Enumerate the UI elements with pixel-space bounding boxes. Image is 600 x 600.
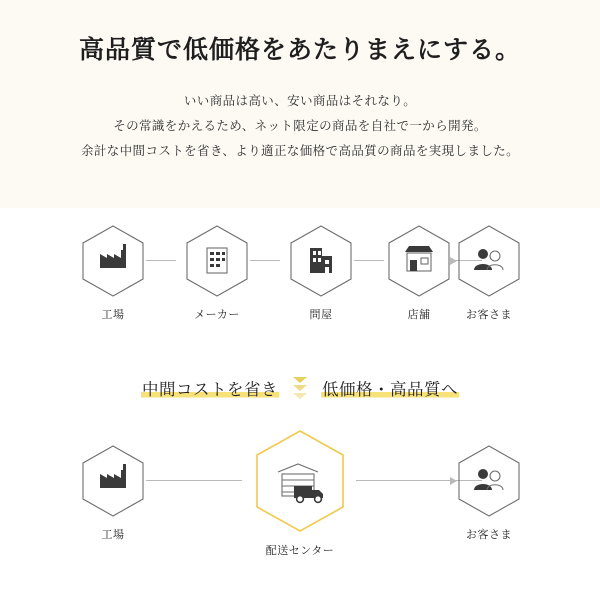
hexagon-frame-highlight bbox=[252, 428, 348, 534]
connector-2 bbox=[250, 260, 280, 261]
diagram-bottom-row bbox=[0, 418, 600, 558]
node-customer-bottom bbox=[456, 444, 522, 542]
connector-5 bbox=[146, 480, 242, 481]
node-label: 工場 bbox=[101, 309, 125, 321]
node-label: 工場 bbox=[101, 529, 125, 541]
node-label: お客さま bbox=[466, 529, 512, 541]
shop-icon bbox=[405, 246, 433, 271]
supply-chain-diagram bbox=[0, 208, 600, 600]
node-label: お客さま bbox=[466, 309, 512, 321]
factory-icon bbox=[100, 464, 126, 488]
connector-1 bbox=[146, 260, 176, 261]
hexagon-frame bbox=[184, 224, 250, 298]
warehouse-building-icon bbox=[310, 248, 332, 273]
node-shop-top bbox=[386, 224, 452, 322]
diagram-middle-caption bbox=[0, 366, 600, 410]
office-building-icon bbox=[207, 248, 227, 273]
hexagon-frame bbox=[456, 444, 522, 518]
diagram-top-row bbox=[0, 208, 600, 358]
hexagon-frame bbox=[80, 444, 146, 518]
hero-line-3: 余計な中間コストを省き、より適正な価格で高品質の商品を実現しました。 bbox=[80, 143, 520, 158]
node-delivery-center bbox=[252, 428, 348, 558]
connector-3 bbox=[354, 260, 384, 261]
hero-line-1: いい商品は高い、安い商品はそれなり。 bbox=[183, 93, 417, 108]
hexagon-frame bbox=[288, 224, 354, 298]
middle-right-text: 低価格・高品質へ bbox=[322, 381, 458, 399]
delivery-truck-icon bbox=[278, 464, 323, 502]
node-wholesaler-top bbox=[288, 224, 354, 322]
hexagon-frame bbox=[456, 224, 522, 298]
factory-icon bbox=[100, 244, 126, 268]
hexagon-frame bbox=[386, 224, 452, 298]
node-factory-top bbox=[80, 224, 146, 322]
node-label: メーカー bbox=[194, 309, 240, 321]
node-factory-bottom bbox=[80, 444, 146, 542]
node-label: 配送センター bbox=[265, 545, 335, 557]
hero-line-2: その常識をかえるため、ネット限定の商品を自社で一から開発。 bbox=[113, 118, 487, 133]
customer-icon bbox=[474, 249, 503, 270]
middle-left-text: 中間コストを省き bbox=[142, 381, 278, 399]
node-maker-top bbox=[184, 224, 250, 322]
hero-section bbox=[0, 0, 600, 208]
chevron-down-icon bbox=[293, 377, 307, 399]
node-label: 店舗 bbox=[407, 309, 431, 321]
page-title: 高品質で低価格をあたりまえにする。 bbox=[78, 36, 521, 64]
node-label: 問屋 bbox=[309, 309, 333, 321]
customer-icon bbox=[474, 469, 503, 490]
node-customer-top bbox=[456, 224, 522, 322]
hexagon-frame bbox=[80, 224, 146, 298]
hero-description bbox=[24, 89, 576, 164]
